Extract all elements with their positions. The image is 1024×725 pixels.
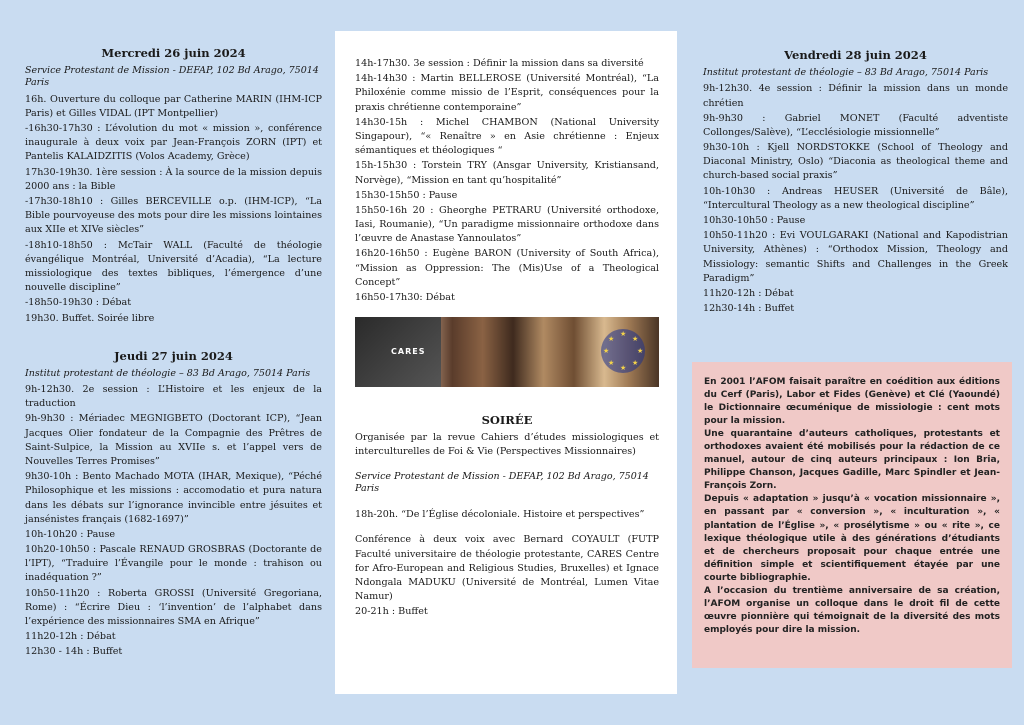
soiree-venue: Service Protestant de Mission - DEFAP, 102 Bd Arago, 75014 Paris [355,470,649,494]
program-line: 9h-9h30 : Mériadec MEGNIGBETO (Doctorant ICP), “Jean Jacques Olier fondateur de la Compagnie des Prêtres de Saint-Sulpice, la Mission au XVIIe s. et l’appel vers de Nouvelles Terres Promises” [25,413,322,467]
afom-info-box [692,362,1012,668]
day-title-wednesday: Mercredi 26 juin 2024 [101,46,246,60]
program-line: 15h30-15h50 : Pause [355,189,458,201]
program-line: 15h-15h30 : Torstein TRY (Ansgar University, Kristiansand, Norvège), “Mission en tant qu’hospitalité” [355,160,659,186]
day-title-friday: Vendredi 28 juin 2024 [784,48,927,62]
program-line: 17h30-19h30. 1ère session : À la source de la mission depuis 2000 ans : la Bible [25,166,322,192]
afom-paragraph: Une quarantaine d’auteurs catholiques, protestants et orthodoxes avaient été mobilisés pour la rédaction de ce manuel, autour de cinq auteurs principaux : Ion Bria, Philippe Chanson, Jacques Gadille, Marc Spindler et Jean-François Zorn. [704,429,1000,492]
afom-paragraph: En 2001 l’AFOM faisait paraître en coédition aux éditions du Cerf (Paris), Labor et Fides (Genève) et Clé (Yaoundé) le Dictionnaire œcuménique de missiologie : cent mots pour la mission. [704,377,1000,427]
program-line: 15h50-16h 20 : Gheorghe PETRARU (Université orthodoxe, Iasi, Roumanie), “Un paradigme missionnaire orthodoxe dans l’œuvre de Anastase Yannoulatos” [355,204,659,245]
program-line: 16h. Ouverture du colloque par Catherine MARIN (IHM-ICP Paris) et Gilles VIDAL (IPT Montpellier) [25,93,322,119]
column-left [0,0,338,725]
program-line: 16h20-16h50 : Eugène BARON (University of South Africa), “Mission as Oppression: The (Mis)Use of a Theological Concept” [355,248,659,288]
program-line: 9h30-10h : Bento Machado MOTA (IHAR, Mexique), “Péché Philosophique et les missions : accomodatio et pura natura dans les débats sur l’ignorance invincible entre jésuites et jansénistes français (1682-1697)” [25,471,322,525]
program-line: 14h-14h30 : Martin BELLEROSE (Université Montréal), “La Philoxénie comme missio de l’Esprit, conséquences pour la praxis chrétienne contemporaine” [355,73,659,113]
afom-paragraph: A l’occasion du trentième anniversaire de sa création, l’AFOM organise un colloque dans le droit fil de cette œuvre pionnière qui témoignait de la diversité des mots employés pour dire la mission. [704,585,1000,635]
soiree-buffet: 20-21h : Buffet [355,606,428,618]
program-line: 10h50-11h20 : Evi VOULGARAKI (National and Kapodistrian University, Athènes) : “Orthodox Mission, Theology and Missiology: semantic Shifts and Challenges in the Greek Paradigm” [703,230,1008,284]
venue-thursday: Institut protestant de théologie – 83 Bd Arago, 75014 Paris [25,367,311,379]
program-line: 14h30-15h : Michel CHAMBON (National University Singapour), “« Renaître » en Asie chrétienne : Enjeux sémantiques et théologiques “ [355,116,659,157]
program-line: 12h30 - 14h : Buffet [25,646,123,658]
program-line: 9h30-10h : Kjell NORDSTOKKE (School of Theology and Diaconal Ministry, Oslo) “Diaconia as theological theme and church-based social praxis” [703,142,1008,182]
afom-paragraph: Depuis « adaptation » jusqu’à « vocation missionnaire », en passant par « conversion », « inculturation », « plantation de l’Église », « prosélytisme » ou « rite », ce lexique théologique utile à des générations d’étudiants et de chercheurs proposait pour chaque entrée une définition simple et scientifiquement étayée par une courte bibliographie. [704,494,1000,583]
program-line: 10h-10h20 : Pause [25,528,116,540]
column-center [335,31,677,694]
program-line: 12h30-14h : Buffet [703,303,795,315]
program-line: -17h30-18h10 : Gilles BERCEVILLE o.p. (IHM-ICP), “La Bible pourvoyeuse des mots pour dire les missions lointaines aux XIIe et XIVe siècles” [25,196,322,236]
cares-banner-image [355,317,659,387]
soiree-conference: Conférence à deux voix avec Bernard COYAULT (FUTP Faculté universitaire de théologie protestante, CARES Centre for Afro-European and Religious Studies, Bruxelles) et Ignace Ndongala MADUKU (Université de Montréal, Lumen Vitae Namur) [355,534,659,603]
program-line: 11h20-12h : Débat [703,287,794,299]
program-line: 9h-9h30 : Gabriel MONET (Faculté adventiste Collonges/Salève), “L’ecclésiologie missionnelle” [703,112,1008,138]
soiree-title: SOIRÉE [481,413,533,428]
soiree-talk: 18h-20h. “De l’Église décoloniale. Histoire et perspectives” [355,509,645,521]
program-line: 16h50-17h30: Débat [355,292,455,303]
eu-stars-icon: ★ ★ ★ ★ ★ ★ ★ ★ [603,330,644,373]
cares-logo-text: CARES [391,347,426,357]
program-line: 10h-10h30 : Andreas HEUSER (Université de Bâle), “Intercultural Theology as a new theological discipline” [703,185,1008,211]
program-line: 10h30-10h50 : Pause [703,215,806,227]
program-line: 9h-12h30. 2e session : L’Histoire et les enjeux de la traduction [25,384,322,410]
program-line: 19h30. Buffet. Soirée libre [25,312,155,324]
program-line: 11h20-12h : Débat [25,631,116,643]
program-line: -18h50-19h30 : Débat [25,297,132,309]
venue-friday: Institut protestant de théologie – 83 Bd Arago, 75014 Paris [703,67,989,78]
venue-wednesday: Service Protestant de Mission - DEFAP, 102 Bd Arago, 75014 Paris [25,65,319,89]
soiree-intro: Organisée par la revue Cahiers d’études missiologiques et interculturelles de Foi & Vie (Perspectives Missionnaires) [355,432,659,458]
program-line: -16h30-17h30 : L’évolution du mot « mission », conférence inaugurale à deux voix par Jean-François ZORN (IPT) et Pantelis KALAIDZITIS (Volos Academy, Grèce) [25,123,322,163]
day-title-thursday: Jeudi 27 juin 2024 [114,348,233,363]
program-line: -18h10-18h50 : McTair WALL (Faculté de théologie évangélique Montréal, Université d’Acadia), “La lecture missiologique des textes bibliques, l’émergence d’une nouvelle discipline” [25,239,322,294]
program-line: 10h20-10h50 : Pascale RENAUD GROSBRAS (Doctorante de l’IPT), “Traduire l’Évangile pour le monde : trahison ou inadéquation ?” [25,544,322,584]
program-line: 14h-17h30. 3e session : Définir la mission dans sa diversité [355,58,644,69]
program-line: 9h-12h30. 4e session : Définir la mission dans un monde chrétien [703,83,1008,109]
program-line: 10h50-11h20 : Roberta GROSSI (Université Gregoriana, Rome) : “Écrire Dieu : ‘l’invention’ de l’alphabet dans l’expérience des missionnaires SMA en Afrique” [25,587,322,628]
